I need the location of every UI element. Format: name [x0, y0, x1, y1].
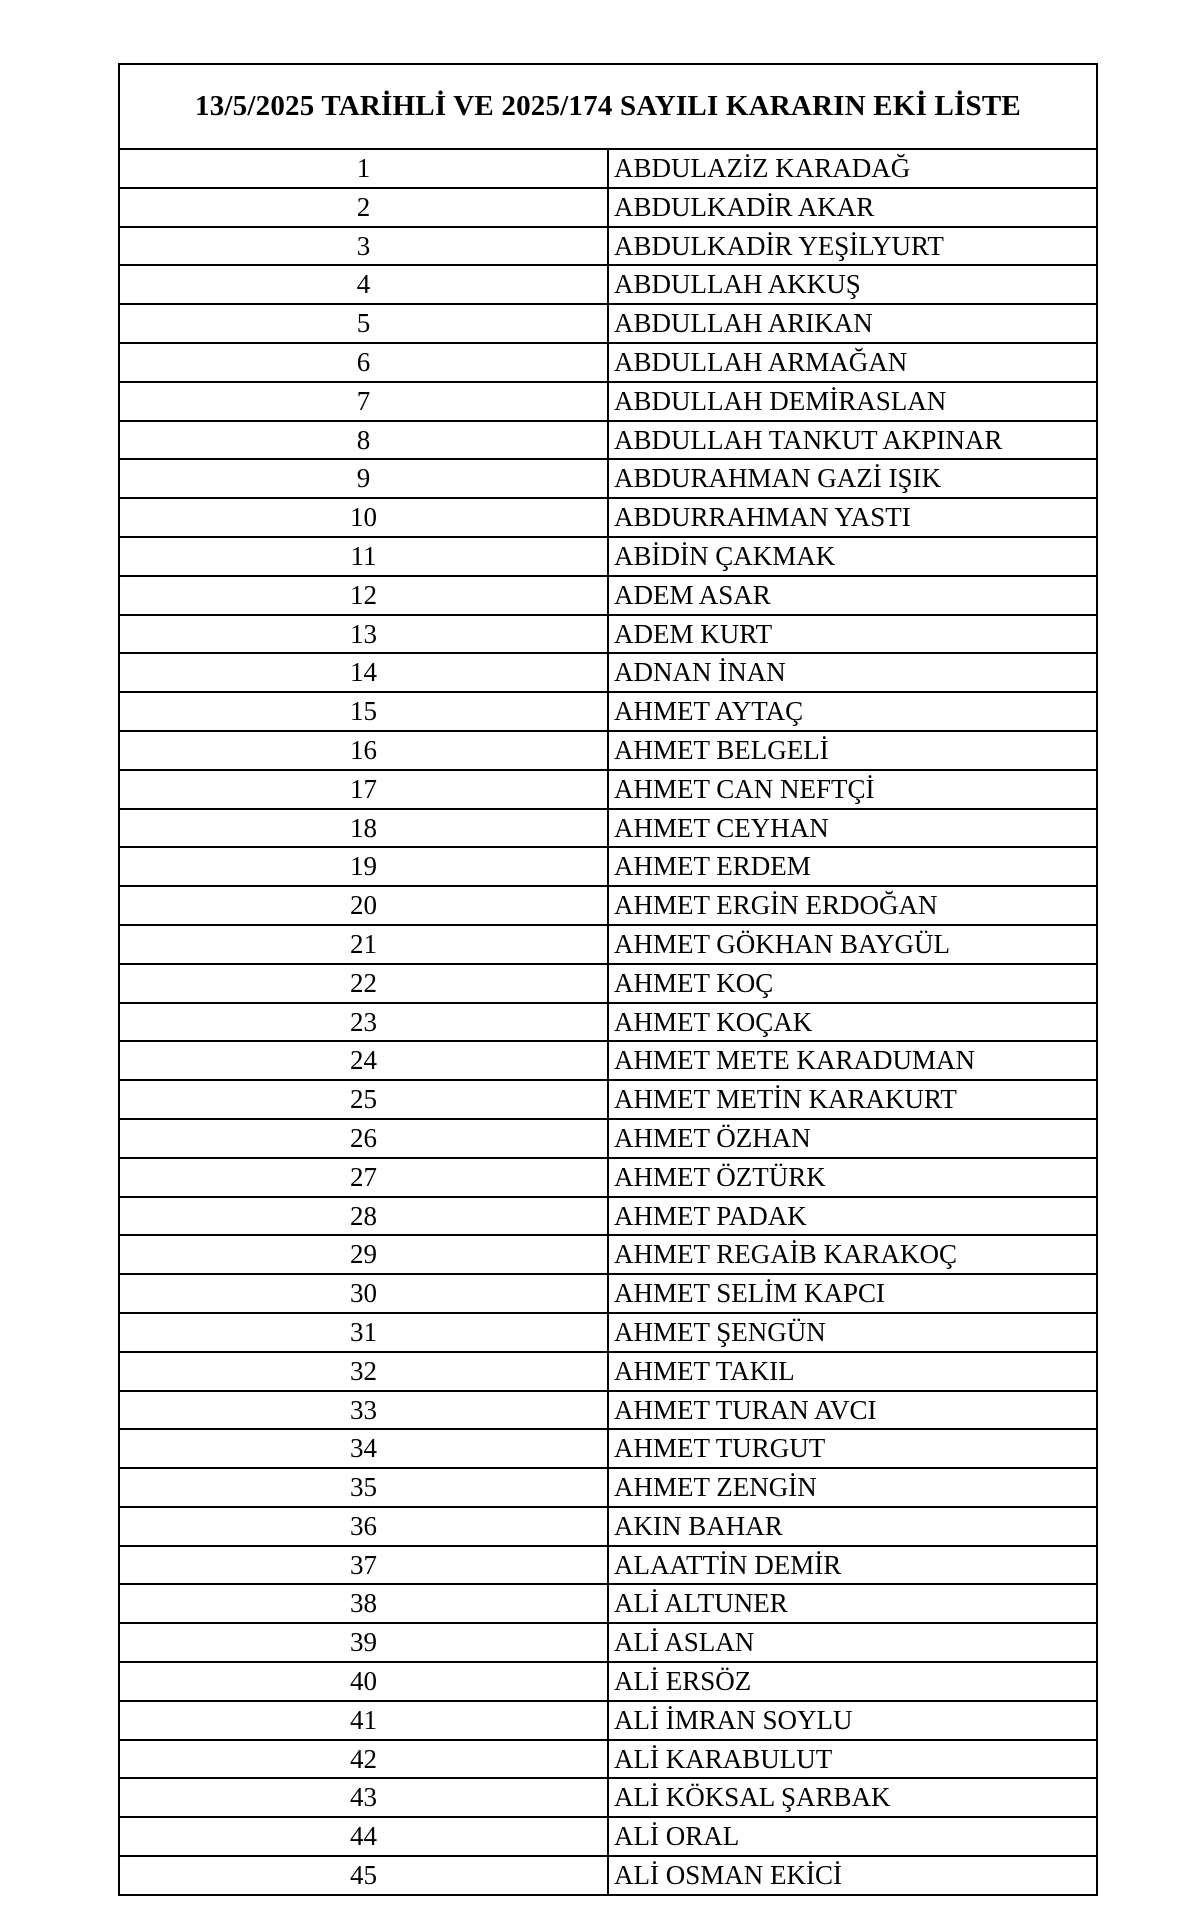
person-name: ADEM KURT	[608, 615, 1097, 654]
table-row	[119, 1507, 1097, 1546]
table-row	[119, 1468, 1097, 1507]
person-name: ABDULKADİR AKAR	[608, 188, 1097, 227]
table-row	[119, 537, 1097, 576]
row-number: 23	[119, 1003, 608, 1042]
table-row	[119, 1313, 1097, 1352]
table-row	[119, 188, 1097, 227]
row-number: 3	[119, 227, 608, 266]
table-row	[119, 1391, 1097, 1430]
person-name: AHMET TURAN AVCI	[608, 1391, 1097, 1430]
table-row	[119, 1623, 1097, 1662]
row-number: 1	[119, 149, 608, 188]
person-name: AHMET ŞENGÜN	[608, 1313, 1097, 1352]
row-number: 26	[119, 1119, 608, 1158]
row-number: 32	[119, 1352, 608, 1391]
table-row	[119, 925, 1097, 964]
person-name: ALİ ASLAN	[608, 1623, 1097, 1662]
table-row	[119, 615, 1097, 654]
row-number: 34	[119, 1429, 608, 1468]
row-number: 42	[119, 1740, 608, 1779]
row-number: 29	[119, 1235, 608, 1274]
table-row	[119, 265, 1097, 304]
table-row	[119, 1197, 1097, 1236]
person-name: AHMET REGAİB KARAKOÇ	[608, 1235, 1097, 1274]
row-number: 31	[119, 1313, 608, 1352]
table-row	[119, 382, 1097, 421]
row-number: 36	[119, 1507, 608, 1546]
row-number: 21	[119, 925, 608, 964]
table-row	[119, 809, 1097, 848]
person-name: AHMET ÖZHAN	[608, 1119, 1097, 1158]
row-number: 22	[119, 964, 608, 1003]
row-number: 5	[119, 304, 608, 343]
table-row	[119, 1740, 1097, 1779]
table-row	[119, 304, 1097, 343]
row-number: 24	[119, 1041, 608, 1080]
row-number: 2	[119, 188, 608, 227]
row-number: 38	[119, 1584, 608, 1623]
row-number: 12	[119, 576, 608, 615]
person-name: AHMET TURGUT	[608, 1429, 1097, 1468]
row-number: 43	[119, 1778, 608, 1817]
table-row	[119, 1041, 1097, 1080]
row-number: 11	[119, 537, 608, 576]
person-name: ABDULAZİZ KARADAĞ	[608, 149, 1097, 188]
row-number: 10	[119, 498, 608, 537]
row-number: 8	[119, 421, 608, 460]
table-row	[119, 1429, 1097, 1468]
table-row	[119, 1003, 1097, 1042]
row-number: 13	[119, 615, 608, 654]
table-row	[119, 847, 1097, 886]
person-name: ABDULLAH DEMİRASLAN	[608, 382, 1097, 421]
table-row	[119, 149, 1097, 188]
table-row	[119, 576, 1097, 615]
table-row	[119, 1080, 1097, 1119]
row-number: 37	[119, 1546, 608, 1585]
row-number: 45	[119, 1856, 608, 1895]
person-name: AHMET PADAK	[608, 1197, 1097, 1236]
table-row	[119, 770, 1097, 809]
row-number: 33	[119, 1391, 608, 1430]
table-row	[119, 964, 1097, 1003]
row-number: 41	[119, 1701, 608, 1740]
person-name: AHMET ÖZTÜRK	[608, 1158, 1097, 1197]
person-name: AKIN BAHAR	[608, 1507, 1097, 1546]
person-name: ABDULLAH AKKUŞ	[608, 265, 1097, 304]
table-row	[119, 886, 1097, 925]
row-number: 16	[119, 731, 608, 770]
person-name: ABDULLAH ARMAĞAN	[608, 343, 1097, 382]
table-row	[119, 343, 1097, 382]
document-title: 13/5/2025 TARİHLİ VE 2025/174 SAYILI KARARIN EKİ LİSTE	[119, 64, 1097, 149]
table-row	[119, 731, 1097, 770]
row-number: 20	[119, 886, 608, 925]
row-number: 30	[119, 1274, 608, 1313]
decision-annex-table	[118, 63, 1098, 1896]
person-name: ALİ OSMAN EKİCİ	[608, 1856, 1097, 1895]
person-name: AHMET GÖKHAN BAYGÜL	[608, 925, 1097, 964]
row-number: 7	[119, 382, 608, 421]
person-name: AHMET SELİM KAPCI	[608, 1274, 1097, 1313]
row-number: 19	[119, 847, 608, 886]
person-name: AHMET CEYHAN	[608, 809, 1097, 848]
person-name: AHMET ZENGİN	[608, 1468, 1097, 1507]
table-row	[119, 1274, 1097, 1313]
person-name: AHMET ERDEM	[608, 847, 1097, 886]
table-row	[119, 227, 1097, 266]
person-name: ABDURAHMAN GAZİ IŞIK	[608, 459, 1097, 498]
person-name: AHMET TAKIL	[608, 1352, 1097, 1391]
person-name: AHMET METİN KARAKURT	[608, 1080, 1097, 1119]
person-name: ABDULKADİR YEŞİLYURT	[608, 227, 1097, 266]
table-row	[119, 1701, 1097, 1740]
person-name: ALİ ALTUNER	[608, 1584, 1097, 1623]
row-number: 17	[119, 770, 608, 809]
row-number: 9	[119, 459, 608, 498]
person-name: ABDULLAH TANKUT AKPINAR	[608, 421, 1097, 460]
table-row	[119, 1352, 1097, 1391]
table-row	[119, 1817, 1097, 1856]
person-name: ALİ KARABULUT	[608, 1740, 1097, 1779]
row-number: 15	[119, 692, 608, 731]
row-number: 18	[119, 809, 608, 848]
person-name: ADNAN İNAN	[608, 653, 1097, 692]
person-name: AHMET BELGELİ	[608, 731, 1097, 770]
table-row	[119, 1584, 1097, 1623]
row-number: 4	[119, 265, 608, 304]
table-row	[119, 1235, 1097, 1274]
row-number: 40	[119, 1662, 608, 1701]
row-number: 39	[119, 1623, 608, 1662]
table-row	[119, 459, 1097, 498]
person-name: AHMET METE KARADUMAN	[608, 1041, 1097, 1080]
table-row	[119, 1856, 1097, 1895]
table-row	[119, 1778, 1097, 1817]
name-list	[119, 149, 1097, 1895]
table-row	[119, 1546, 1097, 1585]
person-name: ALİ İMRAN SOYLU	[608, 1701, 1097, 1740]
person-name: AHMET CAN NEFTÇİ	[608, 770, 1097, 809]
table-row	[119, 498, 1097, 537]
table-row	[119, 421, 1097, 460]
person-name: ABDURRAHMAN YASTI	[608, 498, 1097, 537]
row-number: 28	[119, 1197, 608, 1236]
table-row	[119, 1158, 1097, 1197]
person-name: ALAATTİN DEMİR	[608, 1546, 1097, 1585]
row-number: 27	[119, 1158, 608, 1197]
person-name: AHMET AYTAÇ	[608, 692, 1097, 731]
person-name: AHMET KOÇAK	[608, 1003, 1097, 1042]
person-name: ALİ KÖKSAL ŞARBAK	[608, 1778, 1097, 1817]
person-name: ALİ ORAL	[608, 1817, 1097, 1856]
person-name: ABDULLAH ARIKAN	[608, 304, 1097, 343]
row-number: 14	[119, 653, 608, 692]
row-number: 6	[119, 343, 608, 382]
title-row	[119, 64, 1097, 149]
table-row	[119, 1662, 1097, 1701]
person-name: AHMET ERGİN ERDOĞAN	[608, 886, 1097, 925]
row-number: 35	[119, 1468, 608, 1507]
table-row	[119, 653, 1097, 692]
person-name: ALİ ERSÖZ	[608, 1662, 1097, 1701]
person-name: ADEM ASAR	[608, 576, 1097, 615]
person-name: AHMET KOÇ	[608, 964, 1097, 1003]
person-name: ABİDİN ÇAKMAK	[608, 537, 1097, 576]
table-row	[119, 692, 1097, 731]
row-number: 25	[119, 1080, 608, 1119]
table-row	[119, 1119, 1097, 1158]
row-number: 44	[119, 1817, 608, 1856]
